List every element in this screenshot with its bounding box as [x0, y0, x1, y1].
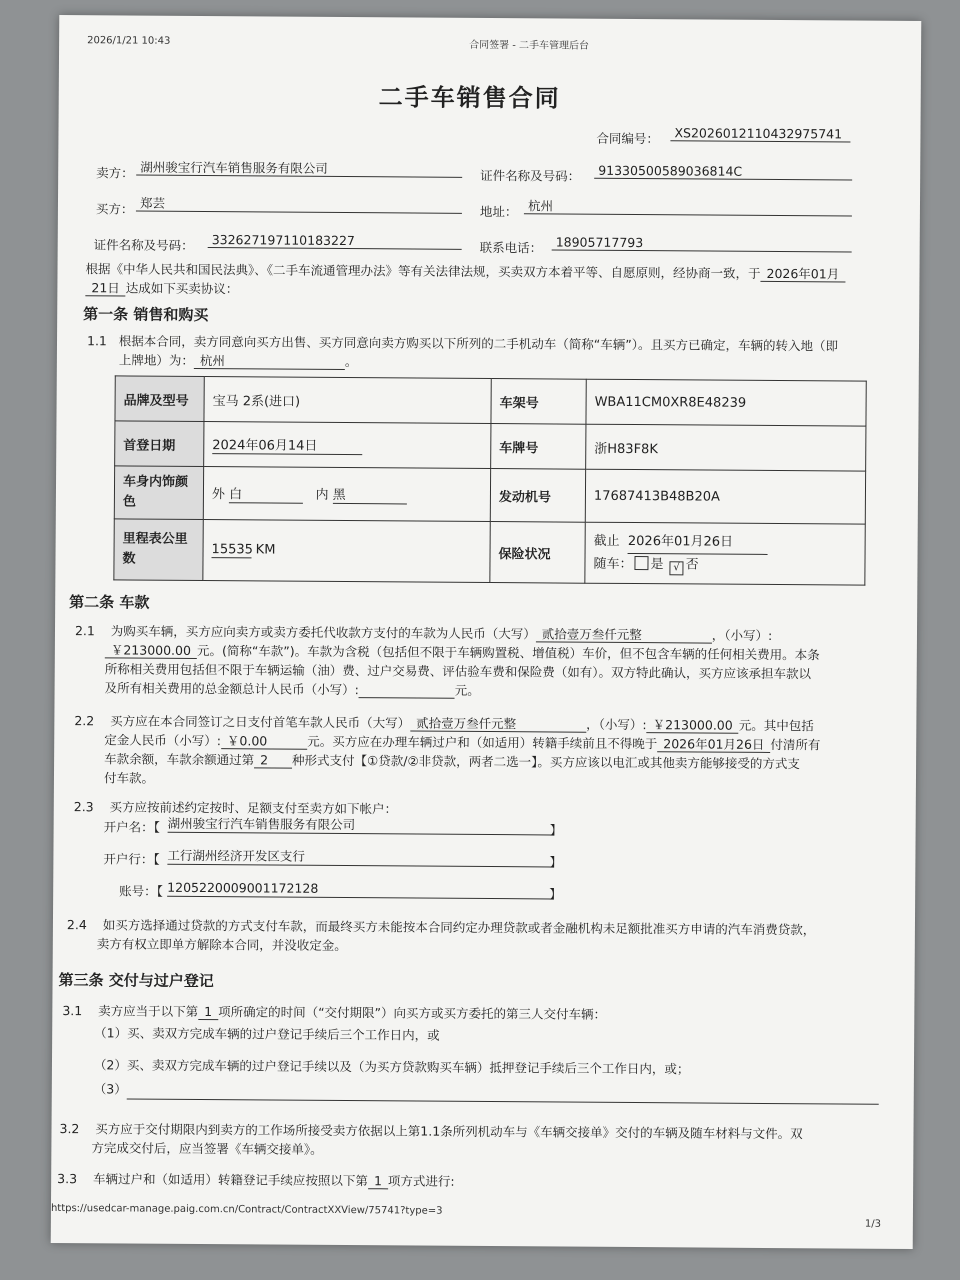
clause-3-2-line1: 3.2 买方应于交付期限内到卖方的工作场所接受卖方依据以上第1.1条所列机动车与《车辆交接单》交付的车辆及随车材料与文件。双 [59, 1121, 803, 1142]
reg-date-label: 首登日期 [115, 421, 204, 467]
buyer-address: 杭州 [524, 198, 852, 216]
clause-3-1-line1: 3.1 卖方应当于以下第 1 项所确定的时间（“交付期限”）向买方或买方委托的第三人交付车辆： [62, 1003, 607, 1022]
section3-title: 第三条 交付与过户登记 [58, 971, 214, 991]
bank-label: 开户行：【 [103, 851, 160, 867]
price-amount: ￥213000.00 [105, 642, 197, 659]
vehicle-info-table [113, 375, 866, 585]
plate-value: 浙H83F8K [586, 424, 866, 471]
clause-2-2-line1: 2.2 买方应在本合同签订之日支付首笔车款人民币（大写） 贰拾壹万叁仟元整 ，（小写）: ￥213000.00 元。其中包括 [74, 713, 814, 734]
buyer-name: 郑芸 [136, 196, 462, 214]
account-no-label: 账号：【 [119, 883, 164, 899]
reg-date-cell [204, 422, 491, 469]
delivery-item-1: （1）买、卖双方完成车辆的过户登记手续后三个工作日内，或 [94, 1025, 440, 1043]
bank-name-close: 】 [549, 854, 562, 870]
clause-2-4-line1: 2.4 如买方选择通过贷款的方式支付车款，而最终买方未能按本合同约定办理贷款或者金融机构未足额批准买方申请的汽车消费贷款， [66, 917, 816, 938]
agreement-date-part1: 2026年01月 [760, 266, 845, 283]
insurance-cell: 截止 2026年01月26日 随车： 是 √ 否 [585, 522, 865, 585]
vin-label: 车架号 [491, 379, 586, 425]
brand-label: 品牌及型号 [115, 376, 204, 422]
clause-2-1-line1: 2.1 为购买车辆，买方应向卖方或卖方委托代收款方支付的车款为人民币（大写） 贰拾壹万叁仟元整 ，（小写）: [74, 623, 773, 643]
print-page-title: 合同签署 - 二手车管理后台 [469, 39, 590, 52]
vin-value: WBA11CM0XR8E48239 [586, 379, 866, 426]
delivery-item-3: （3） [94, 1079, 879, 1104]
section1-title: 第一条 销售和购买 [83, 305, 209, 325]
buyer-label: 买方： [95, 201, 134, 217]
agreement-date-part2: 21日 [85, 280, 126, 296]
transfer-option: 1 [368, 1173, 388, 1189]
registration-location: 杭州 [194, 353, 345, 370]
clause-2-3-line1: 2.3 买方应按前述约定按时、足额支付至卖方如下帐户： [73, 799, 398, 817]
exterior-color: 白 [229, 483, 303, 504]
print-url: https://usedcar-manage.paig.com.cn/Contract/ContractXXView/75741?type=3 [50, 1202, 443, 1217]
clause-3-2-line2: 方完成交付后，应当签署《车辆交接单》。 [91, 1140, 323, 1157]
account-no-close: 】 [549, 886, 562, 902]
delivery-option: 1 [198, 1004, 218, 1020]
clause-1-1-line1: 1.1 根据本合同，卖方同意向买方出售、买方同意向卖方购买以下所列的二手机动车（简称“车辆”）。且买方已确定，车辆的转入地（即 [86, 333, 839, 354]
buyer-id-value: 332627197110183227 [208, 232, 462, 250]
first-payment-amount: ￥213000.00 [647, 717, 739, 734]
seller-id-label: 证件名称及号码： [480, 167, 581, 184]
contract-page [51, 15, 922, 1249]
engine-label: 发动机号 [490, 469, 585, 523]
document-title: 二手车销售合同 [378, 83, 561, 113]
brand-value: 宝马 2系(进口) [204, 377, 491, 424]
account-number: 1205220009001172128 [167, 880, 551, 900]
insurance-label: 保险状况 [490, 522, 585, 584]
delivery-item-2: （2）买、卖双方完成车辆的过户登记手续以及（为买方贷款购买车辆）抵押登记手续后三个工作日内，或； [93, 1057, 690, 1077]
insurance-until: 2026年01月26日 [628, 530, 768, 554]
clause-2-1-line4: 及所有相关费用的总金额总计人民币（小写）: 元。 [104, 680, 480, 698]
plate-label: 车牌号 [491, 424, 586, 470]
clause-3-3-line1: 3.3 车辆过户和（如适用）转籍登记手续应按照以下第 1 项方式进行: [57, 1171, 455, 1189]
preamble-line1: 根据《中华人民共和国民法典》、《二手车流通管理办法》等有关法律法规，买卖双方本着平等、自愿原则，经协商一致，于 2026年01月 [85, 259, 845, 283]
buyer-address-label: 地址： [479, 203, 518, 220]
clause-2-2-line2: 定金人民币（小写）: ￥0.00 元。买方应在办理车辆过户和（如适用）转籍手续前且不得晚于 2026年01月26日 付清所有 [104, 732, 821, 753]
contract-no-value: XS2026012110432975741 [670, 125, 850, 142]
page-number: 1/3 [864, 1218, 882, 1230]
checkbox-yes [634, 556, 648, 570]
interior-color: 黑 [333, 484, 407, 505]
deposit-amount: ￥0.00 [221, 733, 307, 750]
buyer-id-label: 证件名称及号码： [93, 237, 194, 253]
account-name-close: 】 [549, 822, 563, 838]
section2-title: 第二条 车款 [69, 593, 150, 612]
clause-2-2-line4: 付车款。 [103, 770, 155, 786]
color-cell: 外 白 内 黑 [203, 467, 490, 522]
bank-name: 工行湖州经济开发区支行 [167, 848, 551, 868]
buyer-phone-label: 联系电话： [479, 239, 543, 256]
checkbox-no: √ [670, 561, 684, 575]
seller-name: 湖州骏宝行汽车销售服务有限公司 [136, 160, 462, 178]
account-name: 湖州骏宝行汽车销售服务有限公司 [168, 816, 552, 836]
print-datetime: 2026/1/21 10:43 [87, 35, 171, 47]
engine-value: 17687413B48B20A [585, 469, 865, 524]
contract-no-label: 合同编号： [596, 130, 660, 147]
mileage-label: 里程表公里数 [114, 519, 203, 581]
color-label: 车身内饰颜色 [114, 466, 203, 520]
reg-date-value: 2024年06月14日 [212, 434, 362, 455]
seller-label: 卖方： [96, 165, 134, 181]
clause-2-1-line2: ￥213000.00 元。(简称“车款”)。车款为含税（包括但不限于车辆购置税、增值税）车价，但不包含车辆的任何相关费用。本条 [105, 640, 820, 664]
price-upper: 贰拾壹万叁仟元整 [536, 626, 712, 643]
account-name-label: 开户名：【 [103, 819, 160, 835]
clause-2-1-line3: 所称相关费用包括但不限于车辆运输（油）费、过户交易费、评估验车费和保险费（如有）。双方特此确认，买方应该承担车款以 [104, 661, 812, 682]
clause-2-2-line3: 车款余额，车款余额通过第 2 种形式支付【①贷款/②非贷款，两者二选一】。买方应该以电汇或其他卖方能够接受的方式支 [104, 751, 800, 772]
mileage-cell: 15535 KM [203, 520, 490, 583]
first-payment-upper: 贰拾壹万叁仟元整 [410, 715, 586, 732]
seller-id-value: 91330500589036814C [594, 163, 852, 181]
clause-1-1-line2: 上牌地）为： 杭州 。 [118, 352, 358, 370]
buyer-phone: 18905717793 [552, 234, 852, 252]
preamble-line2: 21日 达成如下买卖协议： [85, 278, 238, 298]
mileage-value: 15535 [211, 542, 253, 558]
clause-2-4-line2: 卖方有权立即单方解除本合同，并没收定金。 [96, 936, 347, 954]
balance-due-date: 2026年01月26日 [657, 736, 770, 753]
payment-option: 2 [254, 752, 292, 768]
